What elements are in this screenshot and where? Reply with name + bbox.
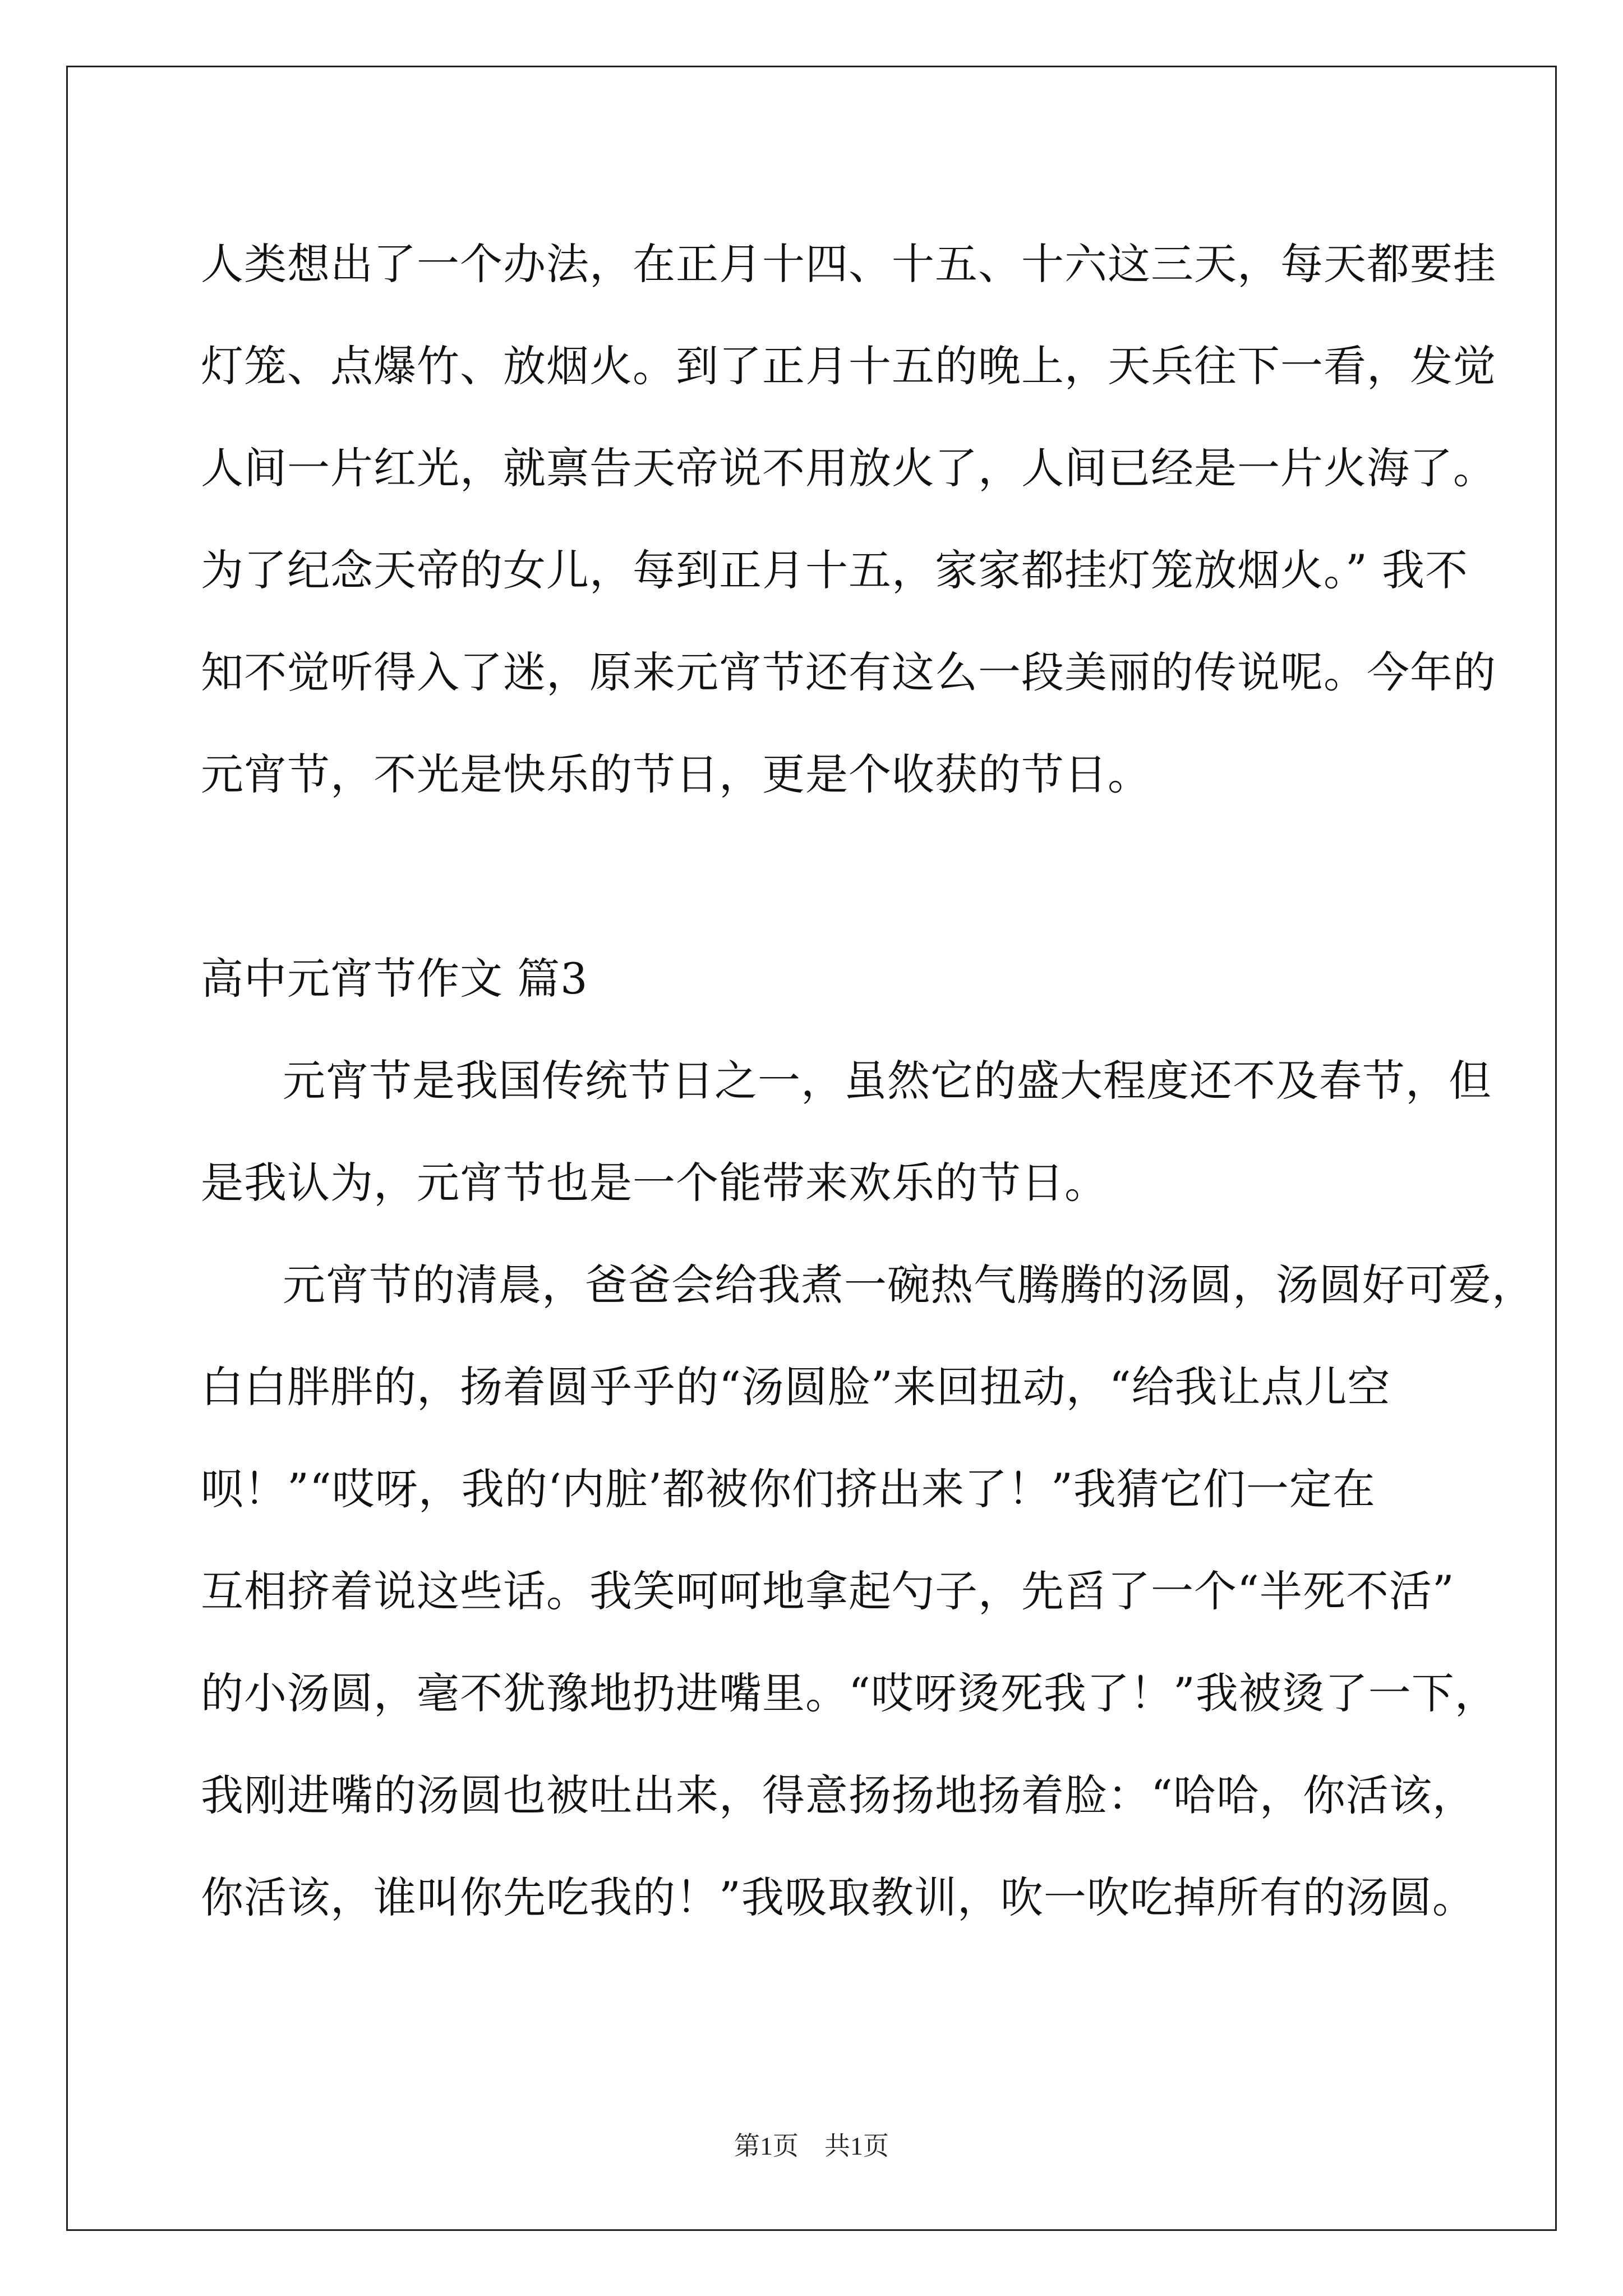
- section-title: 高中元宵节作文 篇3: [201, 954, 588, 1004]
- page-number-footer: 第1页 共1页: [734, 2132, 889, 2160]
- paragraph-line: 是我认为，元宵节也是一个能带来欢乐的节日。: [201, 1158, 1108, 1208]
- document-body: [201, 213, 1535, 1949]
- paragraph-line: 元宵节是我国传统节日之一，虽然它的盛大程度还不及春节，但: [283, 1056, 1492, 1106]
- text-line: 知不觉听得入了迷，原来元宵节还有这么一段美丽的传说呢。今年的: [201, 647, 1496, 697]
- text-line: 元宵节，不光是快乐的节日，更是个收获的节日。: [201, 749, 1151, 799]
- paragraph-line: 呗！”“哎呀，我的‘内脏’都被你们挤出来了！”我猜它们一定在: [201, 1464, 1376, 1514]
- paragraph-line: 互相挤着说这些话。我笑呵呵地拿起勺子，先舀了一个“半死不活”: [201, 1566, 1455, 1616]
- spacer: [201, 826, 1457, 928]
- paragraph-line: 白白胖胖的，扬着圆乎乎的“汤圆脸”来回扭动，“给我让点儿空: [201, 1362, 1391, 1412]
- text-line: 人类想出了一个办法，在正月十四、十五、十六这三天，每天都要挂: [201, 239, 1496, 289]
- text-line: 为了纪念天帝的女儿，每到正月十五，家家都挂灯笼放烟火。” 我不: [201, 545, 1469, 595]
- paragraph-line: 我刚进嘴的汤圆也被吐出来，得意扬扬地扬着脸：“哈哈，你活该，: [201, 1770, 1476, 1820]
- paragraph-line: 的小汤圆，毫不犹豫地扔进嘴里。“哎呀烫死我了！”我被烫了一下，: [201, 1668, 1498, 1718]
- text-line: 人间一片红光，就禀告天帝说不用放火了，人间已经是一片火海了。: [201, 443, 1496, 493]
- paragraph-line: 你活该，谁叫你先吃我的！”我吸取教训，吹一吹吃掉所有的汤圆。: [201, 1872, 1476, 1922]
- text-line: 灯笼、点爆竹、放烟火。到了正月十五的晚上，天兵往下一看，发觉: [201, 341, 1496, 391]
- paragraph-line: 元宵节的清晨，爸爸会给我煮一碗热气腾腾的汤圆，汤圆好可爱，: [283, 1260, 1535, 1310]
